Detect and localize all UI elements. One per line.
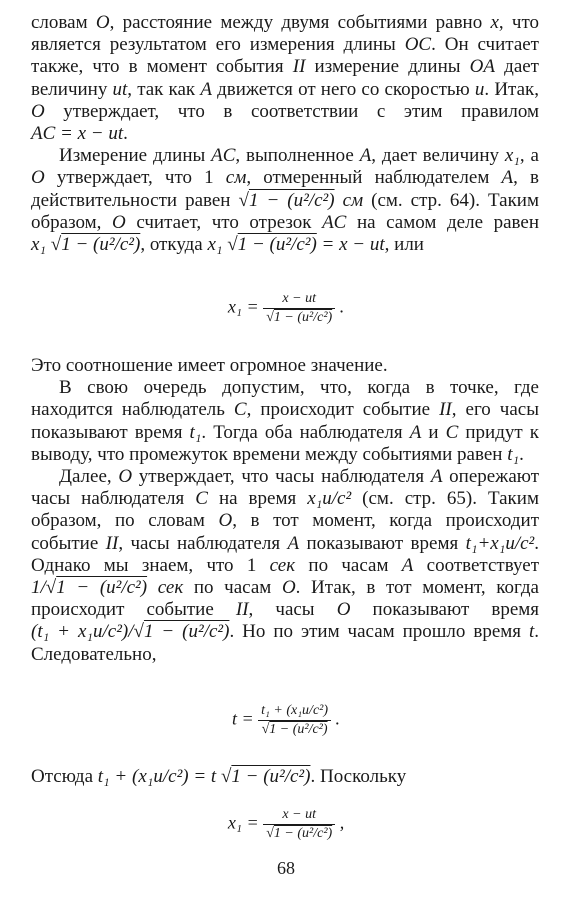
formula-text: ut [112, 78, 128, 100]
formula-text: x [490, 12, 499, 33]
inline-formula [118, 466, 132, 487]
inline-formula [236, 599, 249, 620]
text-run: движется от него со скоростью [211, 78, 475, 100]
text-run: , что является результатом его измерения длины [31, 12, 540, 56]
formula-text: u [474, 78, 485, 100]
formula-text: O [281, 577, 296, 599]
formula-text: A [200, 78, 212, 100]
text-run: утверждает, что 1 [44, 167, 226, 189]
inline-formula [307, 488, 351, 509]
paragraph-1 [31, 12, 539, 145]
formula-text: = x − ut [316, 234, 385, 256]
inline-formula [158, 577, 184, 598]
radical-sign: √ [261, 722, 270, 737]
text-run: показывают время [350, 599, 540, 621]
formula-text: x₁u/c² [307, 488, 352, 510]
formula-text: OC [404, 34, 432, 56]
text-run: соответствует [413, 554, 540, 576]
radicand: 1 − (u²/c²) [231, 766, 311, 787]
fraction-numerator: t₁ + (x₁u/c²) [258, 702, 331, 721]
formula-text: C [445, 421, 459, 443]
formula-text: C [233, 399, 247, 421]
equation-3 [0, 806, 572, 843]
formula-text: A [501, 167, 514, 189]
formula-text: O [118, 466, 133, 488]
inline-formula [475, 79, 485, 100]
formula-text: t₁ + (x₁u/c²) = t √ [97, 766, 232, 787]
text-run: по часам [295, 554, 402, 576]
formula-text: AC = x − ut [31, 123, 124, 145]
inline-formula [470, 56, 495, 77]
formula-text: C [195, 488, 208, 510]
equation-tail: . [335, 296, 345, 317]
text-run: . Итак, [484, 78, 540, 100]
equation-tail: . [331, 708, 341, 729]
inline-formula [31, 577, 147, 598]
radicand: 1 − (u²/c²) [248, 189, 335, 211]
text-run: , откуда [140, 234, 208, 256]
inline-formula [317, 234, 385, 255]
inline-formula [293, 56, 306, 77]
text-run: на самом деле равен [346, 211, 539, 233]
formula-text: O [218, 510, 233, 532]
fraction-denominator [258, 721, 331, 739]
inline-formula [466, 533, 535, 554]
text-run: , часы наблюдателя [118, 532, 288, 554]
text-run: Это соотношение имеет огромное значение. [31, 355, 388, 376]
formula-text: OA [469, 56, 495, 78]
text-run: утверждает, что в соответствии с этим правилом [44, 100, 539, 122]
text-run: В свою очередь допустим, что, когда в точке, где находится наблюдатель [31, 377, 539, 421]
formula-text: (t₁ + x₁u/c²)/√ [31, 621, 144, 643]
formula-text: t [528, 621, 535, 643]
inline-formula [439, 399, 452, 420]
formula-text: x₁ √ [207, 234, 238, 256]
radicand: 1 − (u²/c²) [269, 722, 328, 737]
inline-formula [270, 555, 296, 576]
text-run: на время [207, 488, 308, 510]
inline-formula [505, 145, 520, 166]
inline-formula [96, 12, 110, 33]
text-run: считает, что отрезок [125, 211, 323, 233]
inline-formula [287, 533, 299, 554]
inline-formula [218, 510, 232, 531]
text-run: . Но по этим часам прошло время [229, 621, 529, 643]
inline-formula [431, 466, 443, 487]
text-run: и [421, 421, 446, 443]
radicand: 1 − (u²/c²) [143, 621, 230, 643]
text-run: , дает величину [371, 145, 505, 167]
text-run: словам [31, 12, 96, 33]
radicand: 1 − (u²/c²) [61, 234, 141, 256]
fraction-numerator: x − ut [263, 290, 335, 309]
inline-formula [343, 190, 364, 211]
text-run: Далее, [59, 466, 119, 488]
formula-text: A [287, 532, 300, 554]
inline-formula [200, 79, 212, 100]
equation-fraction [258, 702, 331, 739]
paragraph-6 [31, 766, 539, 788]
formula-text: t₁ [189, 421, 202, 443]
text-run: , расстояние между двумя событиями равно [109, 12, 491, 33]
formula-text: t₁+x₁u/c² [465, 532, 535, 554]
inline-formula [195, 488, 208, 509]
paragraph-3 [31, 355, 539, 377]
fraction-denominator [263, 825, 335, 843]
text-run: дает величину [31, 56, 539, 100]
radicand: 1 − (u²/c²) [56, 577, 148, 599]
inline-formula [112, 212, 126, 233]
paragraph-2 [31, 145, 539, 256]
formula-text: 1/√ [31, 577, 57, 599]
radicand: 1 − (u²/c²) [273, 310, 333, 325]
text-run: (см. стр. 65). Таким образом, по словам [31, 488, 539, 532]
equation-fraction [263, 806, 335, 843]
text-run [335, 190, 343, 211]
inline-formula [239, 190, 335, 211]
inline-formula [31, 101, 45, 122]
formula-text: A [409, 421, 422, 443]
inline-formula [31, 621, 229, 642]
text-run: утверждает, что часы наблюдателя [132, 466, 431, 488]
formula-text: A [359, 145, 372, 167]
formula-text: сек [269, 554, 296, 576]
text-run: . Поскольку [310, 766, 407, 787]
text-block-2 [31, 355, 539, 666]
equation-lhs: x₁ = [227, 812, 264, 833]
text-run: по часам [183, 577, 282, 599]
inline-formula [211, 145, 235, 166]
formula-text: AC [211, 145, 236, 167]
text-run: придут к выводу, что промежуток времени между событиями равен [31, 421, 539, 465]
text-block-1 [31, 12, 539, 256]
formula-text: √ [238, 189, 249, 211]
text-run: . Следовательно, [31, 621, 539, 665]
text-run: . Тогда оба наблюдателя [201, 421, 410, 443]
inline-formula [31, 167, 45, 188]
inline-formula [490, 12, 498, 33]
formula-text: A [401, 554, 414, 576]
radicand: 1 − (u²/c²) [273, 826, 333, 841]
text-run: (см. стр. 64). Таким образом, [31, 189, 539, 233]
text-run: Измерение длины [59, 145, 212, 167]
text-run: измерение длины [305, 56, 470, 78]
formula-text: O [112, 211, 126, 233]
formula-text: см [342, 189, 364, 211]
text-run: , так как [127, 78, 201, 100]
text-run: , а [519, 145, 539, 167]
formula-text: x₁ √ [31, 234, 62, 256]
fraction-numerator: x − ut [263, 806, 335, 825]
inline-formula [322, 212, 346, 233]
inline-formula [410, 422, 422, 443]
equation-1 [0, 290, 572, 327]
text-run: . [519, 443, 524, 465]
paragraph-5 [31, 466, 539, 666]
text-run: , в тот момент, когда происходит событие [31, 510, 539, 554]
inline-formula [507, 444, 519, 465]
equation-fraction [263, 290, 335, 327]
text-run: , выполненное [235, 145, 360, 167]
equation-2 [0, 702, 572, 739]
text-run: . Однако мы знаем, что 1 [31, 532, 539, 576]
formula-text: t₁ [507, 443, 520, 465]
radical-sign: √ [266, 826, 274, 841]
formula-text: см [225, 167, 247, 189]
formula-text: AC [322, 211, 347, 233]
inline-formula [113, 79, 128, 100]
inline-formula [446, 422, 459, 443]
inline-formula [502, 167, 514, 188]
formula-text: II [105, 532, 119, 554]
formula-text: II [439, 399, 452, 421]
formula-text: O [31, 100, 45, 122]
text-run: . Он считает также, что в момент события [31, 34, 539, 78]
inline-formula [190, 422, 202, 443]
inline-formula [337, 599, 351, 620]
text-run: , или [384, 234, 424, 256]
fraction-denominator [263, 309, 335, 327]
inline-formula [234, 399, 247, 420]
inline-formula [106, 533, 119, 554]
formula-text: II [235, 599, 249, 621]
inline-formula [360, 145, 372, 166]
text-run: . [123, 123, 128, 145]
text-run: , отмеренный наблюдателем [246, 167, 502, 189]
paragraph-4 [31, 377, 539, 466]
equation-tail: , [335, 812, 345, 833]
inline-formula [207, 234, 316, 255]
formula-text: A [430, 466, 443, 488]
radicand: 1 − (u²/c²) [237, 234, 317, 256]
equation-lhs: x₁ = [227, 296, 264, 317]
text-run: Отсюда [31, 766, 98, 787]
equation-lhs: t = [231, 708, 259, 729]
inline-formula [402, 555, 414, 576]
page-number: 68 [277, 858, 295, 878]
text-run: , в действительности равен [31, 167, 539, 211]
text-run: , происходит событие [246, 399, 440, 421]
formula-text: O [95, 12, 110, 33]
text-run: . Итак, в тот момент, когда происходит событие [31, 577, 539, 621]
inline-formula [98, 766, 311, 787]
inline-formula [31, 234, 140, 255]
radical-sign: √ [266, 310, 274, 325]
inline-formula [282, 577, 296, 598]
text-run [147, 577, 158, 598]
text-run: , его часы показывают время [31, 399, 539, 443]
inline-formula [31, 123, 123, 144]
text-run: , часы [248, 599, 337, 621]
text-run: опережают часы наблюдателя [31, 466, 539, 510]
inline-formula [405, 34, 431, 55]
text-run: показывают время [299, 532, 466, 554]
formula-text: O [31, 167, 45, 189]
formula-text: x₁ [504, 145, 520, 167]
text-block-3 [31, 766, 539, 788]
formula-text: O [336, 599, 351, 621]
formula-text: сек [157, 577, 184, 599]
inline-formula [226, 167, 247, 188]
formula-text: II [292, 56, 306, 78]
